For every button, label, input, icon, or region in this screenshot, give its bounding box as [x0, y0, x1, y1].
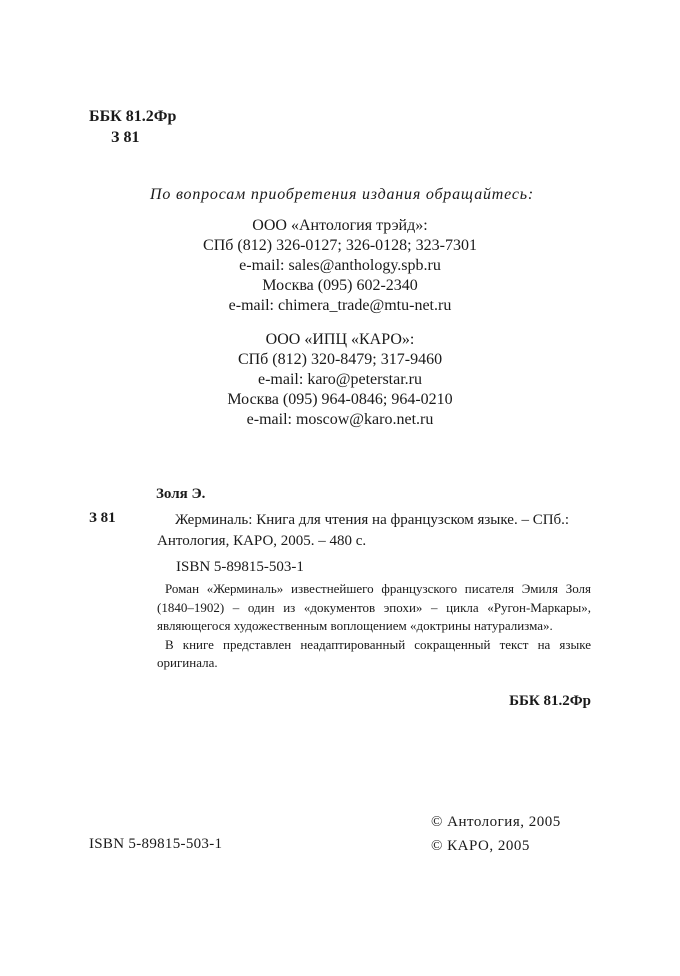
copyright-line: © Антология, 2005	[431, 814, 561, 830]
contact-email: e-mail: karo@peterstar.ru	[258, 371, 422, 388]
contact-phone-moscow: Москва (095) 964-0846; 964-0210	[227, 391, 453, 408]
annotation-paragraph: В книге представлен неадаптированный сокращенный текст на языке оригинала.	[157, 636, 591, 670]
distributor-anthology	[140, 216, 540, 316]
copyright-line: © КАРО, 2005	[431, 838, 530, 854]
contact-phone-spb: СПб (812) 326-0127; 326-0128; 323-7301	[203, 237, 477, 254]
catalog-author: Золя Э.	[156, 486, 206, 502]
contact-phone-spb: СПб (812) 320-8479; 317-9460	[237, 351, 443, 368]
copyright-block	[431, 810, 561, 858]
catalog-index: З 81	[89, 510, 116, 526]
contact-email: e-mail: chimera_trade@mtu-net.ru	[228, 297, 452, 314]
distributor-name: ООО «ИПЦ «КАРО»:	[265, 331, 415, 348]
distributor-name: ООО «Антология трэйд»:	[252, 217, 428, 234]
bbk-code: ББК 81.2Фр	[89, 108, 177, 125]
catalog-bbk: ББК 81.2Фр	[509, 693, 591, 709]
catalog-title: Жерминаль: Книга для чтения на французском языке. – СПб.: Антология, КАРО, 2005. – 480 с.	[157, 512, 570, 549]
contact-email: e-mail: moscow@karo.net.ru	[246, 411, 434, 428]
catalog-annotation	[157, 580, 591, 673]
distributor-karo	[140, 330, 540, 430]
catalog-isbn: ISBN 5-89815-503-1	[176, 559, 304, 575]
index-code: З 81	[111, 129, 140, 146]
footer-isbn: ISBN 5-89815-503-1	[89, 836, 223, 852]
contact-email: e-mail: sales@anthology.spb.ru	[239, 257, 441, 274]
annotation-paragraph: Роман «Жерминаль» известнейшего французского писателя Эмиля Золя (1840–1902) – один из «документов эпохи» – цикла «Ругон-Маркары», являющегося художественным воплощением «доктрины натурализма».	[157, 581, 591, 633]
bbk-header	[89, 106, 176, 148]
contact-phone-moscow: Москва (095) 602-2340	[262, 277, 418, 294]
inquiry-line: По вопросам приобретения издания обращайтесь:	[150, 186, 534, 203]
